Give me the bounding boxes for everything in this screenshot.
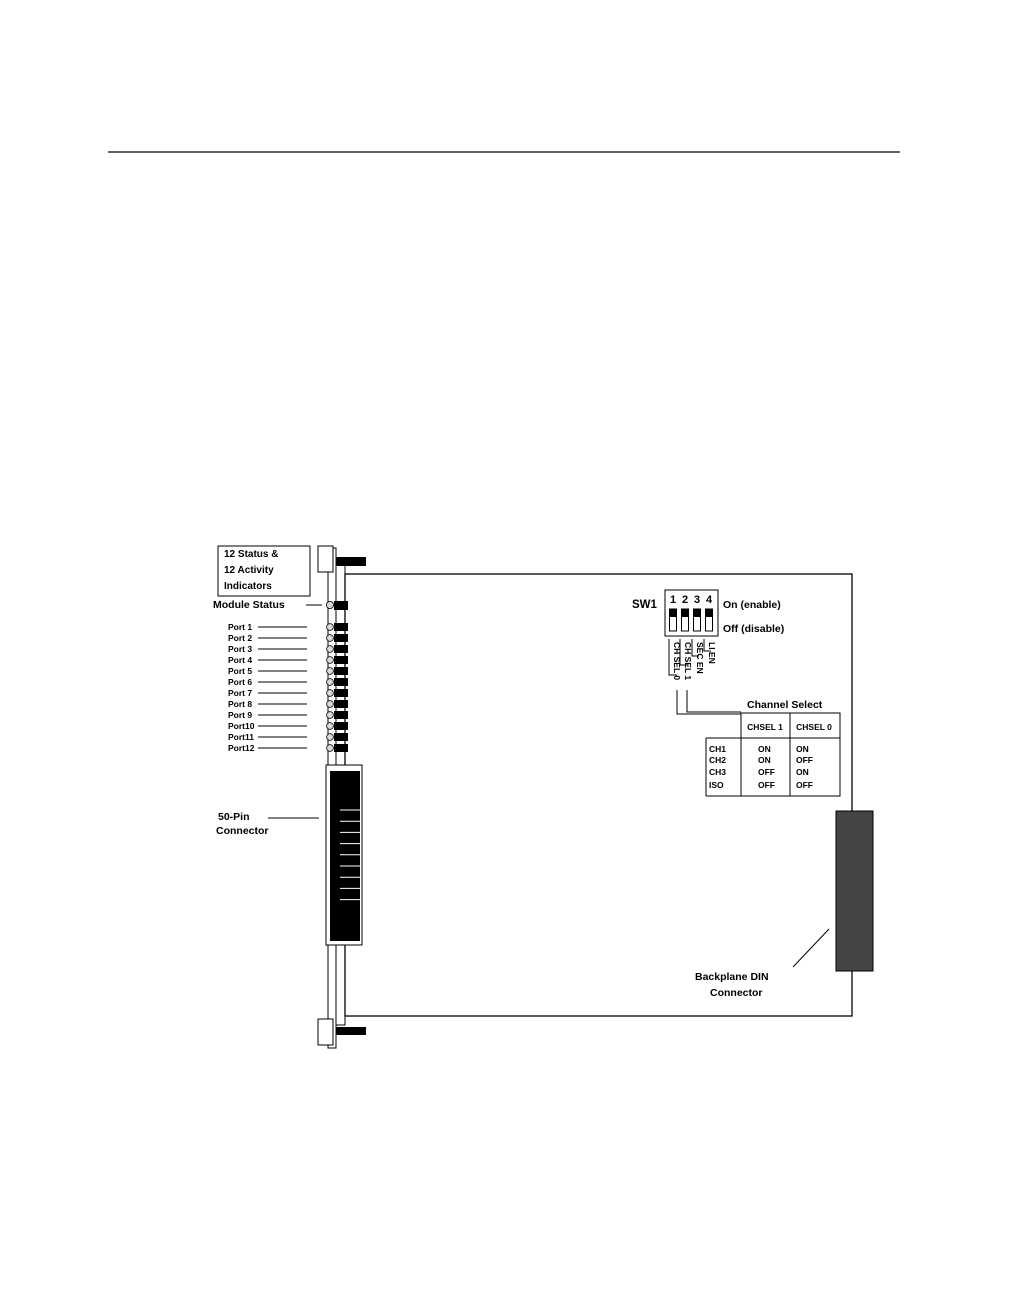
port-led — [327, 668, 334, 675]
port-led — [327, 723, 334, 730]
port-label: Port 7 — [228, 688, 253, 698]
channel-cell: OFF — [796, 780, 813, 790]
indicator-box-line-2: 12 Activity — [224, 565, 274, 576]
port-led — [327, 624, 334, 631]
backplane-leader — [793, 929, 829, 967]
channel-cell: OFF — [758, 780, 775, 790]
port-label: Port12 — [228, 743, 255, 753]
switch-label-sec-en: SEC EN — [695, 642, 705, 674]
port-led-body — [334, 744, 348, 752]
channel-cell: CH1 — [709, 744, 727, 754]
bottom-ejector — [318, 1019, 366, 1045]
channel-cell: OFF — [758, 767, 775, 777]
sw1-number-4: 4 — [705, 594, 713, 606]
port-led-body — [334, 667, 348, 675]
port-led — [327, 679, 334, 686]
port-led — [327, 635, 334, 642]
top-ejector — [318, 546, 366, 572]
port-label: Port 4 — [228, 655, 253, 665]
switch-label-li-en: LI EN — [707, 642, 717, 664]
port-label: Port 3 — [228, 644, 253, 654]
port-led-body — [334, 656, 348, 664]
sw1-number-3: 3 — [693, 594, 701, 606]
indicator-box-line-1: 12 Status & — [224, 549, 279, 560]
connector-50pin-label-1: 50-Pin — [218, 811, 250, 823]
port-label: Port10 — [228, 721, 255, 731]
port-label: Port 6 — [228, 677, 253, 687]
module-status-led-body — [334, 601, 348, 610]
channel-select-leaders — [677, 690, 741, 714]
port-led — [327, 701, 334, 708]
switch-label-ch-sel-1: CH SEL 1 — [683, 642, 693, 681]
channel-header-chsel0: CHSEL 0 — [796, 722, 832, 732]
board-outline — [345, 574, 852, 1016]
port-led — [327, 646, 334, 653]
channel-cell: CH2 — [709, 755, 727, 765]
port-led — [327, 712, 334, 719]
dip-switch-actuator — [670, 609, 677, 617]
channel-cell: OFF — [796, 755, 813, 765]
dip-switch-actuator — [682, 609, 689, 617]
port-label: Port 1 — [228, 622, 253, 632]
channel-cell: ISO — [709, 780, 724, 790]
sw1-number-1: 1 — [669, 594, 677, 606]
port-led — [327, 734, 334, 741]
sw1-label: SW1 — [632, 599, 657, 611]
sw1-number-2: 2 — [681, 594, 689, 606]
port-led-body — [334, 733, 348, 741]
sw1-on-label: On (enable) — [723, 599, 781, 611]
backplane-label-2: Connector — [710, 987, 763, 999]
port-label: Port 2 — [228, 633, 253, 643]
port-led-body — [334, 722, 348, 730]
dip-switch-actuator — [694, 609, 701, 617]
sw1-off-label: Off (disable) — [723, 623, 785, 635]
port-label: Port 5 — [228, 666, 253, 676]
port-led — [327, 690, 334, 697]
port-led-body — [334, 700, 348, 708]
port-label: Port 9 — [228, 710, 253, 720]
connector-50pin-label-2: Connector — [216, 825, 269, 837]
port-led-body — [334, 634, 348, 642]
channel-cell: ON — [758, 755, 771, 765]
module-status-led — [326, 601, 333, 608]
port-led-body — [334, 711, 348, 719]
port-led — [327, 657, 334, 664]
port-led-body — [334, 623, 348, 631]
port-led-body — [334, 689, 348, 697]
channel-select-title: Channel Select — [747, 699, 823, 711]
backplane-label-1: Backplane DIN — [695, 971, 769, 983]
port-label-group — [228, 622, 307, 753]
port-led-body — [334, 678, 348, 686]
port-label: Port11 — [228, 732, 254, 742]
channel-cell: ON — [796, 744, 809, 754]
port-led — [327, 745, 334, 752]
port-led-body — [334, 645, 348, 653]
backplane-din-connector — [836, 811, 873, 971]
dip-switch-actuator — [706, 609, 713, 617]
switch-label-ch-sel-0: CH SEL 0 — [672, 642, 682, 681]
channel-header-chsel1: CHSEL 1 — [747, 722, 783, 732]
indicator-box-line-3: Indicators — [224, 581, 272, 592]
channel-cell: CH3 — [709, 767, 727, 777]
channel-cell: ON — [796, 767, 809, 777]
channel-cell: ON — [758, 744, 771, 754]
module-status-label: Module Status — [213, 599, 285, 611]
port-label: Port 8 — [228, 699, 253, 709]
channel-rows — [709, 744, 813, 790]
